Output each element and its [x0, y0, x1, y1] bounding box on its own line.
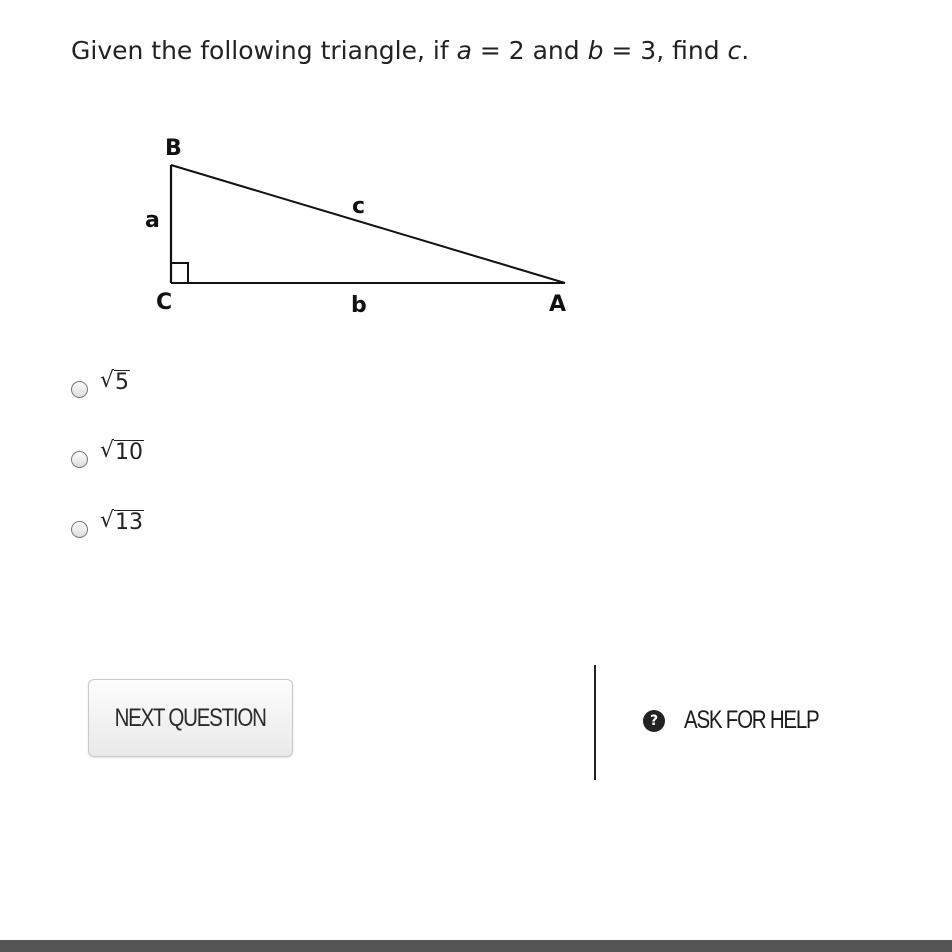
radio-button[interactable] — [71, 451, 88, 468]
answer-options — [71, 368, 144, 578]
square-root-symbol: √ — [100, 368, 115, 393]
triangle-figure — [140, 125, 590, 330]
answer-option[interactable] — [71, 508, 144, 578]
question-given-a: = 2 and — [471, 36, 588, 65]
triangle-diagram — [140, 125, 590, 330]
bottom-bar — [0, 940, 952, 952]
vertical-divider — [594, 665, 596, 780]
side-c-line — [171, 165, 565, 283]
vertex-c-label: C — [156, 290, 173, 315]
right-angle-marker — [171, 263, 188, 283]
answer-option[interactable] — [71, 438, 144, 508]
variable-a: a — [456, 36, 472, 65]
vertex-b-label: B — [165, 136, 182, 161]
side-a-label: a — [145, 208, 160, 233]
answer-label — [100, 368, 130, 395]
side-c-label: c — [352, 194, 366, 219]
variable-c: c — [727, 36, 742, 65]
radicand: 5 — [115, 370, 130, 395]
ask-for-help-button[interactable] — [643, 706, 848, 735]
answer-option[interactable] — [71, 368, 144, 438]
radicand: 10 — [115, 440, 144, 465]
question-mark-icon: ? — [643, 710, 665, 732]
answer-label — [100, 438, 144, 465]
radio-button[interactable] — [71, 521, 88, 538]
next-question-button[interactable] — [88, 679, 293, 757]
next-question-label: NEXT QUESTION — [114, 703, 267, 732]
question-prefix: Given the following triangle, if — [71, 36, 457, 65]
radicand: 13 — [115, 510, 144, 535]
answer-label — [100, 508, 144, 535]
square-root-symbol: √ — [100, 438, 115, 463]
question-text — [71, 36, 749, 65]
square-root-symbol: √ — [100, 508, 115, 533]
ask-for-help-label: ASK FOR HELP — [684, 706, 819, 734]
side-b-label: b — [351, 293, 367, 318]
question-suffix: . — [741, 36, 750, 65]
radio-button[interactable] — [71, 381, 88, 398]
question-given-b: = 3, find — [603, 36, 728, 65]
variable-b: b — [587, 36, 604, 65]
vertex-a-label: A — [549, 292, 567, 317]
